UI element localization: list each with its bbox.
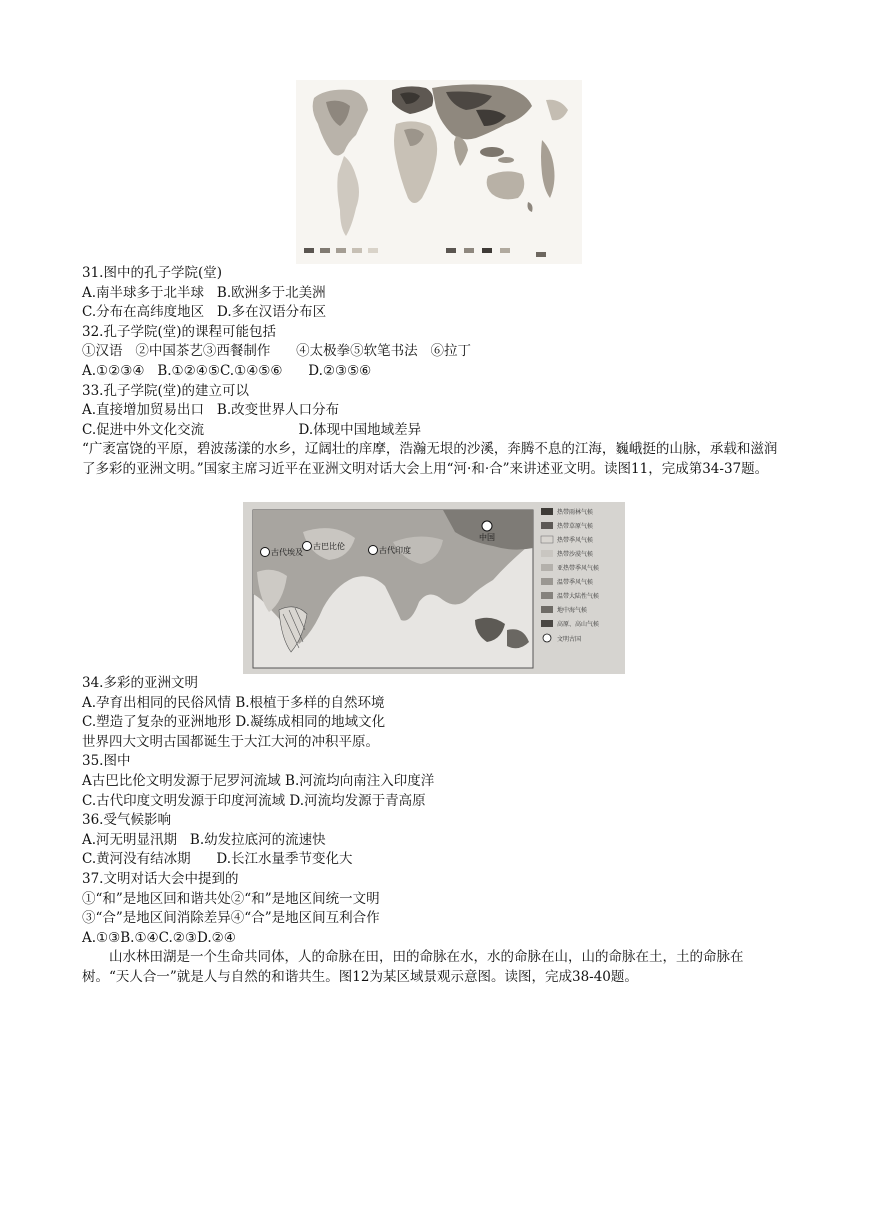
question-37-items-34: ③“合”是地区间消除差异④“合”是地区间互利合作 — [82, 910, 380, 927]
question-33-options-ab: A.直接增加贸易出口 B.改变世界人口分布 — [82, 402, 340, 419]
question-35-options-cd: C.古代印度文明发源于印度河流域 D.河流均发源于青高原 — [82, 792, 426, 809]
question-37-items-12: ①“和”是地区回和谐共处②“和”是地区间统一文明 — [82, 890, 380, 907]
legend-label-8: 地中海气候 — [557, 607, 588, 614]
question-31-options-cd: C.分布在高纬度地区 D.多在汉语分布区 — [82, 304, 327, 321]
question-31-stem: 31.图中的孔子学院(堂) — [82, 265, 223, 281]
question-34-options-ab: A.孕育出相同的民俗风情 B.根植于多样的自然环境 — [82, 694, 385, 711]
legend-label-5: 亚热带季风气候 — [557, 565, 600, 572]
question-35-stem: 35.图中 — [82, 753, 131, 770]
question-36-stem: 36.受气候影响 — [82, 812, 171, 829]
label-china: 中国 — [479, 533, 495, 542]
question-33-stem: 33.孔子学院(堂)的建立可以 — [82, 382, 250, 399]
question-33-options-cd: C.促进中外文化交流 D.体现中国地域差异 — [82, 421, 422, 438]
question-32-items: ①汉语 ②中国茶艺③西餐制作 ④太极拳⑤软笔书法 ⑥拉丁 — [82, 343, 471, 360]
legend-label-9: 高原、高山气候 — [557, 621, 600, 628]
asia-civilization-map — [243, 502, 625, 674]
legend-label-1: 热带雨林气候 — [557, 509, 594, 516]
question-34-stem: 34.多彩的亚洲文明 — [82, 675, 198, 691]
asia-map-graphic — [243, 502, 625, 674]
question-34-options-cd: C.塑造了复杂的亚洲地形 D.凝练成相同的地域文化 — [82, 714, 386, 731]
statement-four-civilizations: 世界四大文明古国都诞生于大江大河的冲积平原。 — [82, 733, 379, 750]
legend-label-6: 温带季风气候 — [557, 579, 594, 586]
question-32-options: A.①②③④ B.①②④⑤C.①④⑤⑥ D.②③⑤⑥ — [82, 363, 372, 379]
marker-egypt — [261, 547, 304, 557]
question-35-options-ab: A古巴比伦文明发源于尼罗河流域 B.河流均向南注入印度洋 — [82, 773, 435, 789]
marker-india — [369, 545, 412, 555]
marker-babylon — [303, 541, 346, 551]
question-36-options-ab: A.河无明显汛期 B.幼发拉底河的流速快 — [82, 831, 326, 848]
legend-label-2: 热带草原气候 — [557, 523, 594, 530]
world-map-graphic — [296, 80, 582, 264]
question-36-options-cd: C.黄河没有结冰期 D.长江水量季节变化大 — [82, 851, 353, 868]
question-37-options: A.①③B.①④C.②③D.②④ — [82, 929, 236, 946]
legend-label-10: 文明古国 — [557, 636, 582, 643]
label-babylon: 古巴比伦 — [313, 542, 345, 551]
label-india: 古代印度 — [379, 546, 411, 555]
world-map-figure — [296, 80, 582, 264]
passage-asian-civilization: “广袤富饶的平原，碧波荡漾的水乡，辽阔壮的庠摩，浩瀚无垠的沙溪，奔腾不息的江海，巍峨挺的山脉，承载和滋润了多彩的亚洲文明。”国家主席习近平在亚洲文明对话大会上用“河·和·合”来讲述亚文明。读图11，完成第34-37题。 — [82, 441, 778, 477]
legend-label-3: 热带季风气候 — [557, 537, 594, 544]
legend-label-4: 热带沙漠气候 — [557, 551, 594, 558]
question-37-stem: 37.文明对话大会中提到的 — [82, 871, 239, 887]
passage-landscape: 山水林田湖是一个生命共同体，人的命脉在田，田的命脉在水，水的命脉在山，山的命脉在土，土的命脉在树。“天人合一”就是人与自然的和谐共生。图12为某区域景观示意图。读图，完成38-40题。 — [82, 949, 744, 985]
label-egypt: 古代埃及 — [271, 548, 303, 557]
legend-label-7: 温带大陆性气候 — [557, 593, 600, 600]
question-32-stem: 32.孔子学院(堂)的课程可能包括 — [82, 323, 277, 340]
question-31-options-ab: A.南半球多于北半球 B.欧洲多于北美洲 — [82, 284, 326, 301]
